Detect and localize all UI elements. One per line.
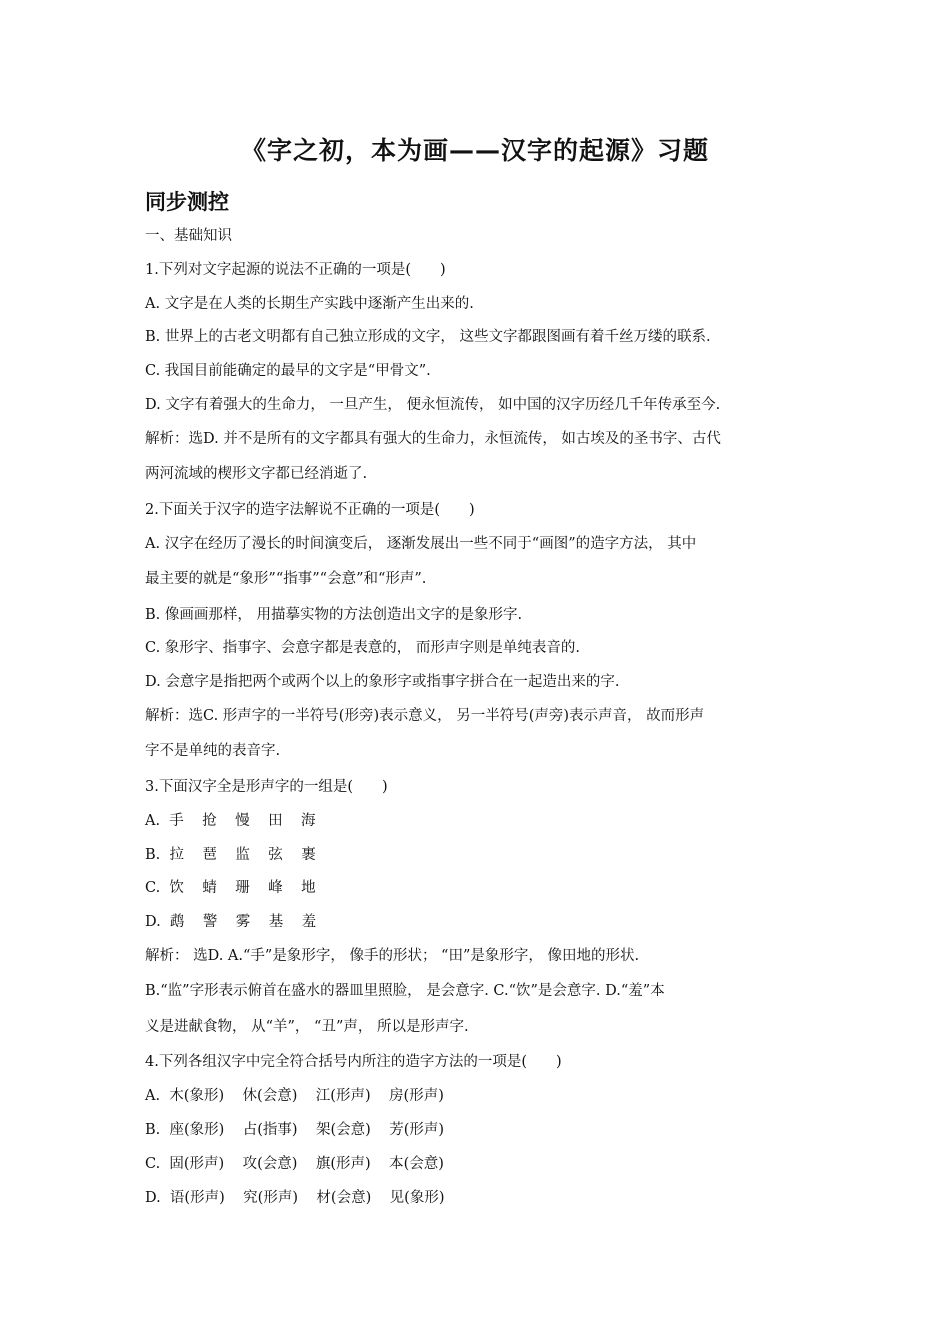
option-b: B. 座(象形) 占(指事) 架(会意) 芳(形声) xyxy=(145,1122,445,1139)
option-a: A. 汉字在经历了漫长的时间演变后， 逐渐发展出一些不同于“画图”的造字方法， 其中 xyxy=(145,535,697,552)
option-a: A. 文字是在人类的长期生产实践中逐渐产生出来的. xyxy=(145,295,474,312)
option-c: C. 饮 蜻 珊 峰 地 xyxy=(145,880,316,897)
option-c: C. 我国目前能确定的最早的文字是“甲骨文”. xyxy=(145,363,431,380)
option-d: D. 文字有着强大的生命力， 一旦产生， 便永恒流传， 如中国的汉字历经几千年传承至今. xyxy=(145,396,721,413)
question-4 xyxy=(145,1049,810,1218)
question-stem: 4.下列各组汉字中完全符合括号内所注的造字方法的一项是( ) xyxy=(145,1054,562,1071)
section-heading: 同步测控 xyxy=(145,190,229,214)
question-2 xyxy=(145,497,810,774)
option-d: D. 语(形声) 究(形声) 材(会意) 见(象形) xyxy=(145,1189,445,1206)
analysis-line: 两河流域的楔形文字都已经消逝了. xyxy=(145,466,368,483)
option-d: D. 会意字是指把两个或两个以上的象形字或指事字拼合在一起造出来的字. xyxy=(145,674,620,691)
option-d: D. 鹉 警 雾 基 羞 xyxy=(145,914,317,931)
option-c: C. 固(形声) 攻(会意) 旗(形声) 本(会意) xyxy=(145,1155,444,1172)
option-a-continued: 最主要的就是“象形”“指事”“会意”和“形声”. xyxy=(145,571,427,588)
analysis-line: 解析：选D. 并不是所有的文字都具有强大的生命力，永恒流传， 如古埃及的圣书字、古代 xyxy=(145,430,721,447)
option-c: C. 象形字、指事字、会意字都是表意的， 而形声字则是单纯表音的. xyxy=(145,640,581,657)
question-stem: 2.下面关于汉字的造字法解说不正确的一项是( ) xyxy=(145,501,475,518)
analysis-line: 义是进献食物， 从“羊”， “丑”声， 所以是形声字. xyxy=(145,1018,469,1035)
option-b: B. 像画画那样， 用描摹实物的方法创造出文字的是象形字. xyxy=(145,606,523,623)
option-a: A. 手 抢 慢 田 海 xyxy=(145,812,316,829)
option-a: A. 木(象形) 休(会意) 江(形声) 房(形声) xyxy=(145,1088,444,1105)
document-title: 《字之初，本为画——汉字的起源》习题 xyxy=(240,136,709,165)
option-b: B. 世界上的古老文明都有自己独立形成的文字， 这些文字都跟图画有着千丝万缕的联系. xyxy=(145,329,711,346)
subsection-heading: 一、基础知识 xyxy=(145,228,232,244)
question-stem: 1.下列对文字起源的说法不正确的一项是( ) xyxy=(145,261,446,278)
question-1 xyxy=(145,257,810,497)
option-b: B. 拉 琶 监 弦 裹 xyxy=(145,846,316,863)
analysis-line: B.“监”字形表示俯首在盛水的器皿里照脸， 是会意字. C.“饮”是会意字. D.“羞”本 xyxy=(145,983,665,1000)
exercise-content xyxy=(145,223,810,1218)
question-stem: 3.下面汉字全是形声字的一组是( ) xyxy=(145,778,388,795)
question-3 xyxy=(145,774,810,1049)
analysis-line: 解析： 选D. A.“手”是象形字， 像手的形状； “田”是象形字， 像田地的形状. xyxy=(145,947,640,964)
analysis-line: 解析：选C. 形声字的一半符号(形旁)表示意义， 另一半符号(声旁)表示声音， 故而形声 xyxy=(145,707,705,724)
analysis-line: 字不是单纯的表音字. xyxy=(145,743,281,760)
